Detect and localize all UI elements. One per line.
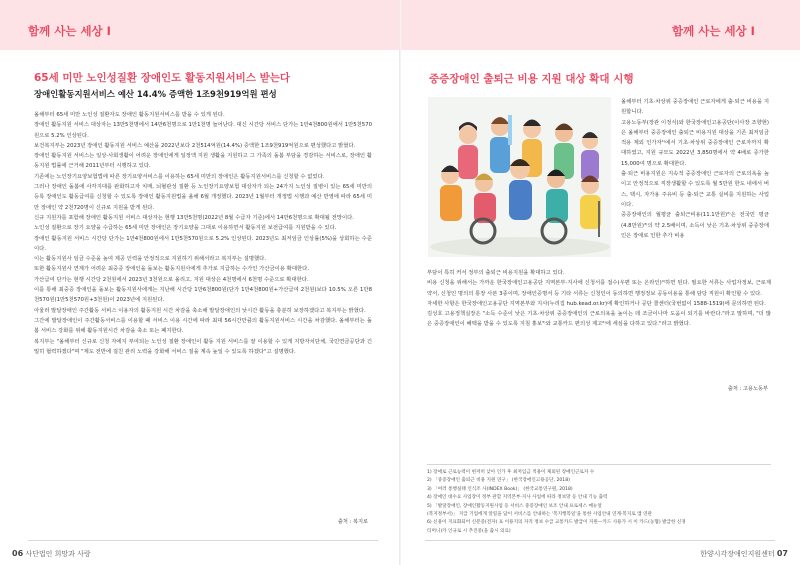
footnote-rule bbox=[427, 464, 771, 465]
right-article-body bbox=[427, 268, 771, 330]
left-section-title: 함께 사는 세상 Ⅰ bbox=[28, 24, 111, 38]
illustration-people-with-disabilities bbox=[428, 97, 611, 257]
paragraph: 그간에 발달장애인이 주간활동서비스를 이용할 때 서비스 이용 시간에 따라 최대 56시간만큼의 활동지원서비스 시간을 차감했다. 올해부터는 돌봄 서비스 강화를 위해 활동지원시간 차감을 축소 또는 폐지한다. bbox=[34, 317, 372, 335]
footnote: 4) 장애인 대수요 사업장이 정부 관할 지역본부·지사 사업에 따라 정보망 등 안내 기능 출력 bbox=[427, 495, 608, 501]
footnote: 3) 「여러 통행실태 인식조 사(INDEX Book)」 (한국교통연구원, 2018) bbox=[427, 486, 573, 492]
paragraph: 보건복지부는 2023년 장애인 활동지원 서비스 예산을 2022년보다 2천514억원(14.4%) 증액한 1조9천919억원으로 편성했다고 밝혔다. bbox=[34, 142, 356, 149]
right-footer-rule bbox=[425, 540, 775, 541]
paragraph: 이는 활동지원사 임금 수준을 높여 제공 인력을 안정적으로 지원하기 위해서라고 복지부는 설명했다. bbox=[34, 256, 267, 263]
right-footer-text: 한양시각장애인지원센터 bbox=[700, 550, 775, 558]
paragraph: 장애인 활동지원 서비스는 일상·사회생활이 어려운 장애인에게 일정액 지원 생활을 지원하고 그 가족의 돌봄 부담을 경감하는 서비스로, 장애인 활동지원 법률에 근거해 2011년부터 시행하고 있다. bbox=[34, 153, 372, 170]
right-section-title: 함께 사는 세상 Ⅰ bbox=[672, 24, 755, 38]
left-article-title: 65세 미만 노인성질환 장애인도 활동지원서비스 받는다 bbox=[34, 72, 291, 84]
footnote: 티머니)카 인규로 시 추진중(을 출시 의료) bbox=[427, 528, 511, 534]
left-source: 출처 : 복지로 bbox=[337, 519, 368, 525]
right-source: 출처 : 고용노동부 bbox=[727, 386, 768, 392]
spread-gutter bbox=[399, 0, 401, 565]
footnote: (복지정부서)」 지급 기업에게 알릴을 담이 서비스를 안내하는 '복지행복일'을 통한 사업안내 연계·복지로 앱 연관 bbox=[427, 512, 652, 518]
paragraph: 부담이 특히 커서 정부의 출퇴근 비용지원을 확대하고 있다. bbox=[427, 270, 565, 276]
right-article-body-column bbox=[621, 97, 769, 241]
paragraph: 아울러 발달장애인 주간활동 서비스 이용자의 활동지원 시간 차감을 축소해 발달장애인의 낮시간 활동을 충분히 보장하겠다고 복지부는 밝혔다. bbox=[34, 307, 366, 314]
paragraph: 비용 신청을 위해서는 가까운 한국장애인고용공단 지역본부·지사에 신청서를 접수(우편 또는 온라인)⁴⁾하면 된다. 필요한 서류는 사업자정보, 근로계약서, 신청인 명의의 통장 사본 3종이며, 장애인증명서 등 기타 서류는 신청인이 동의하면 행정정보 공동이용을 통해 담당 직원이 확인할 수 있다. bbox=[427, 280, 771, 297]
paragraph: 올해부터 65세 미만 노인성 질환자도 장애인 활동지원서비스를 받을 수 있게 된다. bbox=[34, 112, 225, 118]
left-article-body bbox=[34, 110, 372, 357]
left-footer bbox=[12, 549, 91, 559]
footnote: 1) 장애로 근로능력이 현저히 낮아 인가 후 최저임금 적용이 제외된 장애인근로자 수 bbox=[427, 470, 595, 475]
left-page-number: 06 bbox=[12, 549, 24, 558]
paragraph: 그러나 장애인 돌봄에 사각지대를 완화하고자 치매, 뇌혈관성 질환 등 노인장기요양보험 대상자가 되는 24가지 노인성 질병이 있는 65세 미만의 등록 장애인도 활동급여를 신청할 수 있도록 장애인 활동지원법을 올해 6월 개정했다. 2023년 1월부터 개정법 시행과 예산 반영에 따라 65세 미만 장애인 약 2천720명이 신규로 지원을 받게 된다. bbox=[34, 184, 372, 211]
paragraph: 또한 활동지원사 연계가 어려운 최중증 장애인을 돌보는 활동지원사에게 추가로 지급하는 수가인 가산금이용 확대한다. bbox=[34, 266, 310, 273]
left-article-subtitle: 장애인활동지원서비스 예산 14.4% 증액한 1조9천919억원 편성 bbox=[34, 89, 277, 99]
paragraph: 고용노동부(장관 이정식)와 한국장애인고용공단(이사장 조향현)은 올해부터 중증장애인 출퇴근 비용지원 대상을 기존 최저임금 적용 제외 인가자¹⁾에서 기초·차상위 중증장애인 근로자까지 확대하였고, 지원 규모도 2022년 3,850명에서 약 4배로 증가한 15,000여 명으로 확대한다. bbox=[621, 119, 769, 167]
paragraph: 출·퇴근 비용지원은 지속적 중증장애인 근로자의 근로의욕을 높이고 안정적으로 직장생활할 수 있도록 월 5만원 한도 내에서 버스, 택시, 자가용 주유비 등 출·퇴근 교통 실비를 지원하는 사업이다. bbox=[621, 171, 769, 208]
paragraph: 노인성 질환으로 장기 요양을 수급하는 65세 미만 장애인은 장기요양을 그대로 이용하면서 활동지원 보전급여를 지원받을 수 있다. bbox=[34, 225, 337, 232]
illustration-image bbox=[428, 97, 611, 257]
paragraph: 가산급여 단가는 현행 시간당 2천원에서 2023년 3천원으로 올리고, 지원 대상은 4천명에서 6천명 수준으로 확대한다. bbox=[34, 276, 309, 283]
paragraph: 복지부는 "올해부터 신규로 신청 자에지 부여되는 노인성 질환 장애인이 활동 지원 서비스를 잘 이용할 수 있게 지방자치단체, 국민연금공단과 긴밀히 협력하겠다"며 "제도 전반에 걸친 관리 노력을 강화해 서비스 질을 계속 높일 수 있도록 하겠다"고 설명했다. bbox=[34, 338, 372, 355]
paragraph: 올해부터 기초·차상위 중증장애인 근로자에게 출·퇴근 비용을 지원합니다. bbox=[621, 99, 769, 116]
paragraph: 신규 지원자를 포함해 장애인 활동지원 서비스 대상자는 현행 13만5천명(2022년 8월 수급자 기준)에서 14만6천명으로 확대될 전망이다. bbox=[34, 214, 354, 221]
paragraph: 장애인 활동지원 서비스 대상자는 13만5천명에서 14만6천명으로 1만1천명 늘어난다. 대신 시간당 서비스 단가는 1만4천800원에서 1만5천570원으로 5.2% 인상된다. bbox=[34, 122, 372, 139]
paragraph: 이를 통해 최중증 장애인을 돌보는 활동지원사에게는 지난해 시간당 1만6천800원(단가 1만4천800원+가산급여 2천원)보다 10.5% 오른 1만8천570원(1만5천570원+3천원)이 2023년에 지원된다. bbox=[34, 287, 372, 304]
paragraph: 중증장애인의 월평균 출퇴근비용(11.1만원)²⁾은 전국민 평균(4.8만원)³⁾의 약 2.5배이며, 소득이 낮은 기초·차상위 중증장애인은 장애로 인한 추가 비용 bbox=[621, 212, 769, 239]
left-footer-text: 사단법인 희망과 사랑 bbox=[25, 550, 91, 558]
right-footer bbox=[700, 549, 788, 559]
paragraph: 자세한 사항은 한국장애인고용공단 지역본부와 지사(누리집 hub.kead.or.kr)에 확인하거나 공단 콜센터(국번없이 1588-1519)에 문의하면 된다. bbox=[427, 300, 766, 307]
footnote: 6) 신용이 지표화되어 신분증(전자) 표 이용지의 자격 정보 수급 교통카드 발급이 지원—카드 사용가 시 이 카드(농협) 발급한 신경 bbox=[427, 520, 686, 526]
footnote: 5) 「발달장애인, 장애인활동지원사업 등 서비스 중증장애인 보조 안내 프로세스 매뉴얼 bbox=[427, 503, 602, 509]
footnotes bbox=[427, 469, 771, 536]
paragraph: 기존에는 노인장기요양보험법에 따른 장기요양서비스를 이용하는 65세 미만의 장애인은 활동지원서비스를 신청할 수 없었다. bbox=[34, 173, 325, 180]
paragraph: 김성호 고용정책실장은 "소득 수준이 낮은 기초·차상위 중증장애인의 근로의욕을 높이는 데 조금이나마 도움이 되기를 바란다."라고 말하며, "더 많은 중증장애인이 혜택을 받을 수 있도록 지침 홍보⁵⁾와 교통카드 편의성 제고⁶⁾에 세심을 다하고 있다."라고 밝혔다. bbox=[427, 311, 771, 328]
paragraph: 장애인 활동지원 서비스 시간당 단가는 1만4천800원에서 1만5천570원으로 5.2% 인상된다. 2023년도 최저임금 인상률(5%)을 상회하는 수준이다. bbox=[34, 235, 372, 252]
right-article-title: 중증장애인 출퇴근 비용 지원 대상 확대 시행 bbox=[429, 73, 634, 85]
footnote: 2) 「중증장애인 출퇴근 비용 지원 연구」 (한국장애인고용공단, 2018) bbox=[427, 478, 570, 484]
right-page-number: 07 bbox=[776, 549, 788, 558]
left-footer-rule bbox=[28, 540, 378, 541]
